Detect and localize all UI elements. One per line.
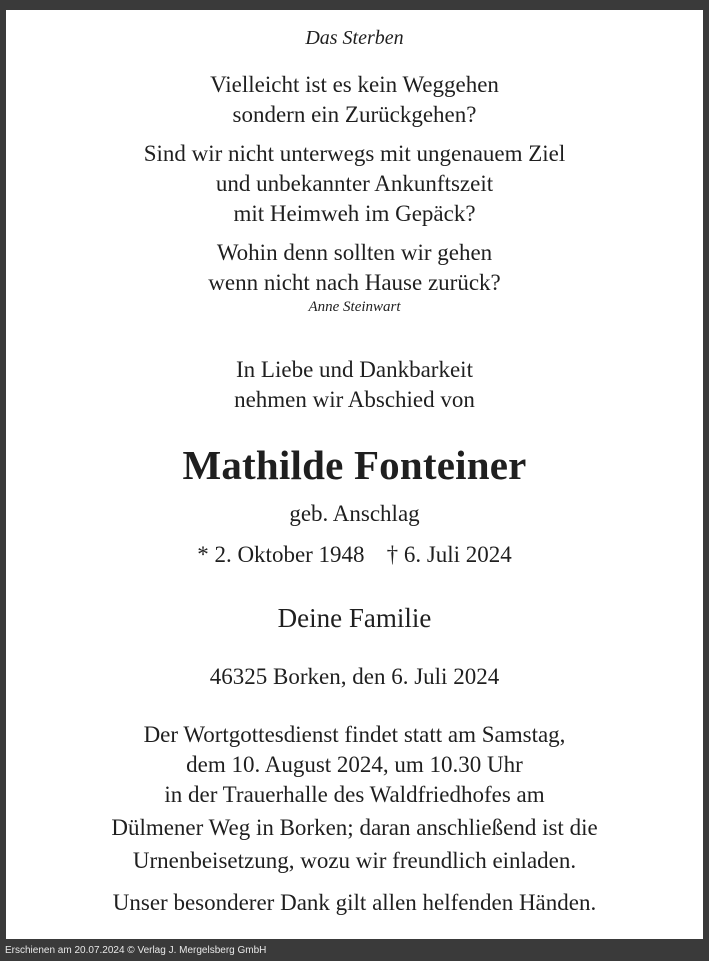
service-line: dem 10. August 2024, um 10.30 Uhr [186,752,523,777]
poem-author: Anne Steinwart [308,299,401,315]
intro-line: nehmen wir Abschied von [234,387,475,412]
poem-line: und unbekannter Ankunftszeit [215,171,494,196]
birth-name: geb. Anschlag [289,501,420,526]
obituary-notice [6,10,703,939]
poem-line: mit Heimweh im Gepäck? [233,201,476,226]
intro-line: In Liebe und Dankbarkeit [236,357,473,382]
poem-line: Sind wir nicht unterwegs mit ungenauem Ziel [143,141,566,166]
poem-line: sondern ein Zurückgehen? [232,102,477,127]
service-line: Der Wortgottesdienst findet statt am Samstag, [143,722,566,747]
service-line: in der Trauerhalle des Waldfriedhofes am [164,782,545,807]
birth-date: * 2. Oktober 1948 [197,542,365,567]
life-dates [6,543,703,566]
poem-title: Das Sterben [305,27,404,49]
thanks-line: Unser besonderer Dank gilt allen helfenden Händen. [112,890,597,915]
poem-line: Vielleicht ist es kein Weggehen [210,72,499,97]
service-line: Urnenbeisetzung, wozu wir freundlich einladen. [132,848,577,873]
place-date: 46325 Borken, den 6. Juli 2024 [209,664,500,689]
death-date: † 6. Juli 2024 [386,542,512,567]
publication-footer: Erschienen am 20.07.2024 © Verlag J. Mergelsberg GmbH [5,945,267,956]
deceased-name: Mathilde Fonteiner [182,442,527,488]
poem-line: wenn nicht nach Hause zurück? [208,270,501,295]
poem-line: Wohin denn sollten wir gehen [216,240,493,265]
family-signature: Deine Familie [277,603,432,633]
service-line: Dülmener Weg in Borken; daran anschließend ist die [111,815,598,840]
